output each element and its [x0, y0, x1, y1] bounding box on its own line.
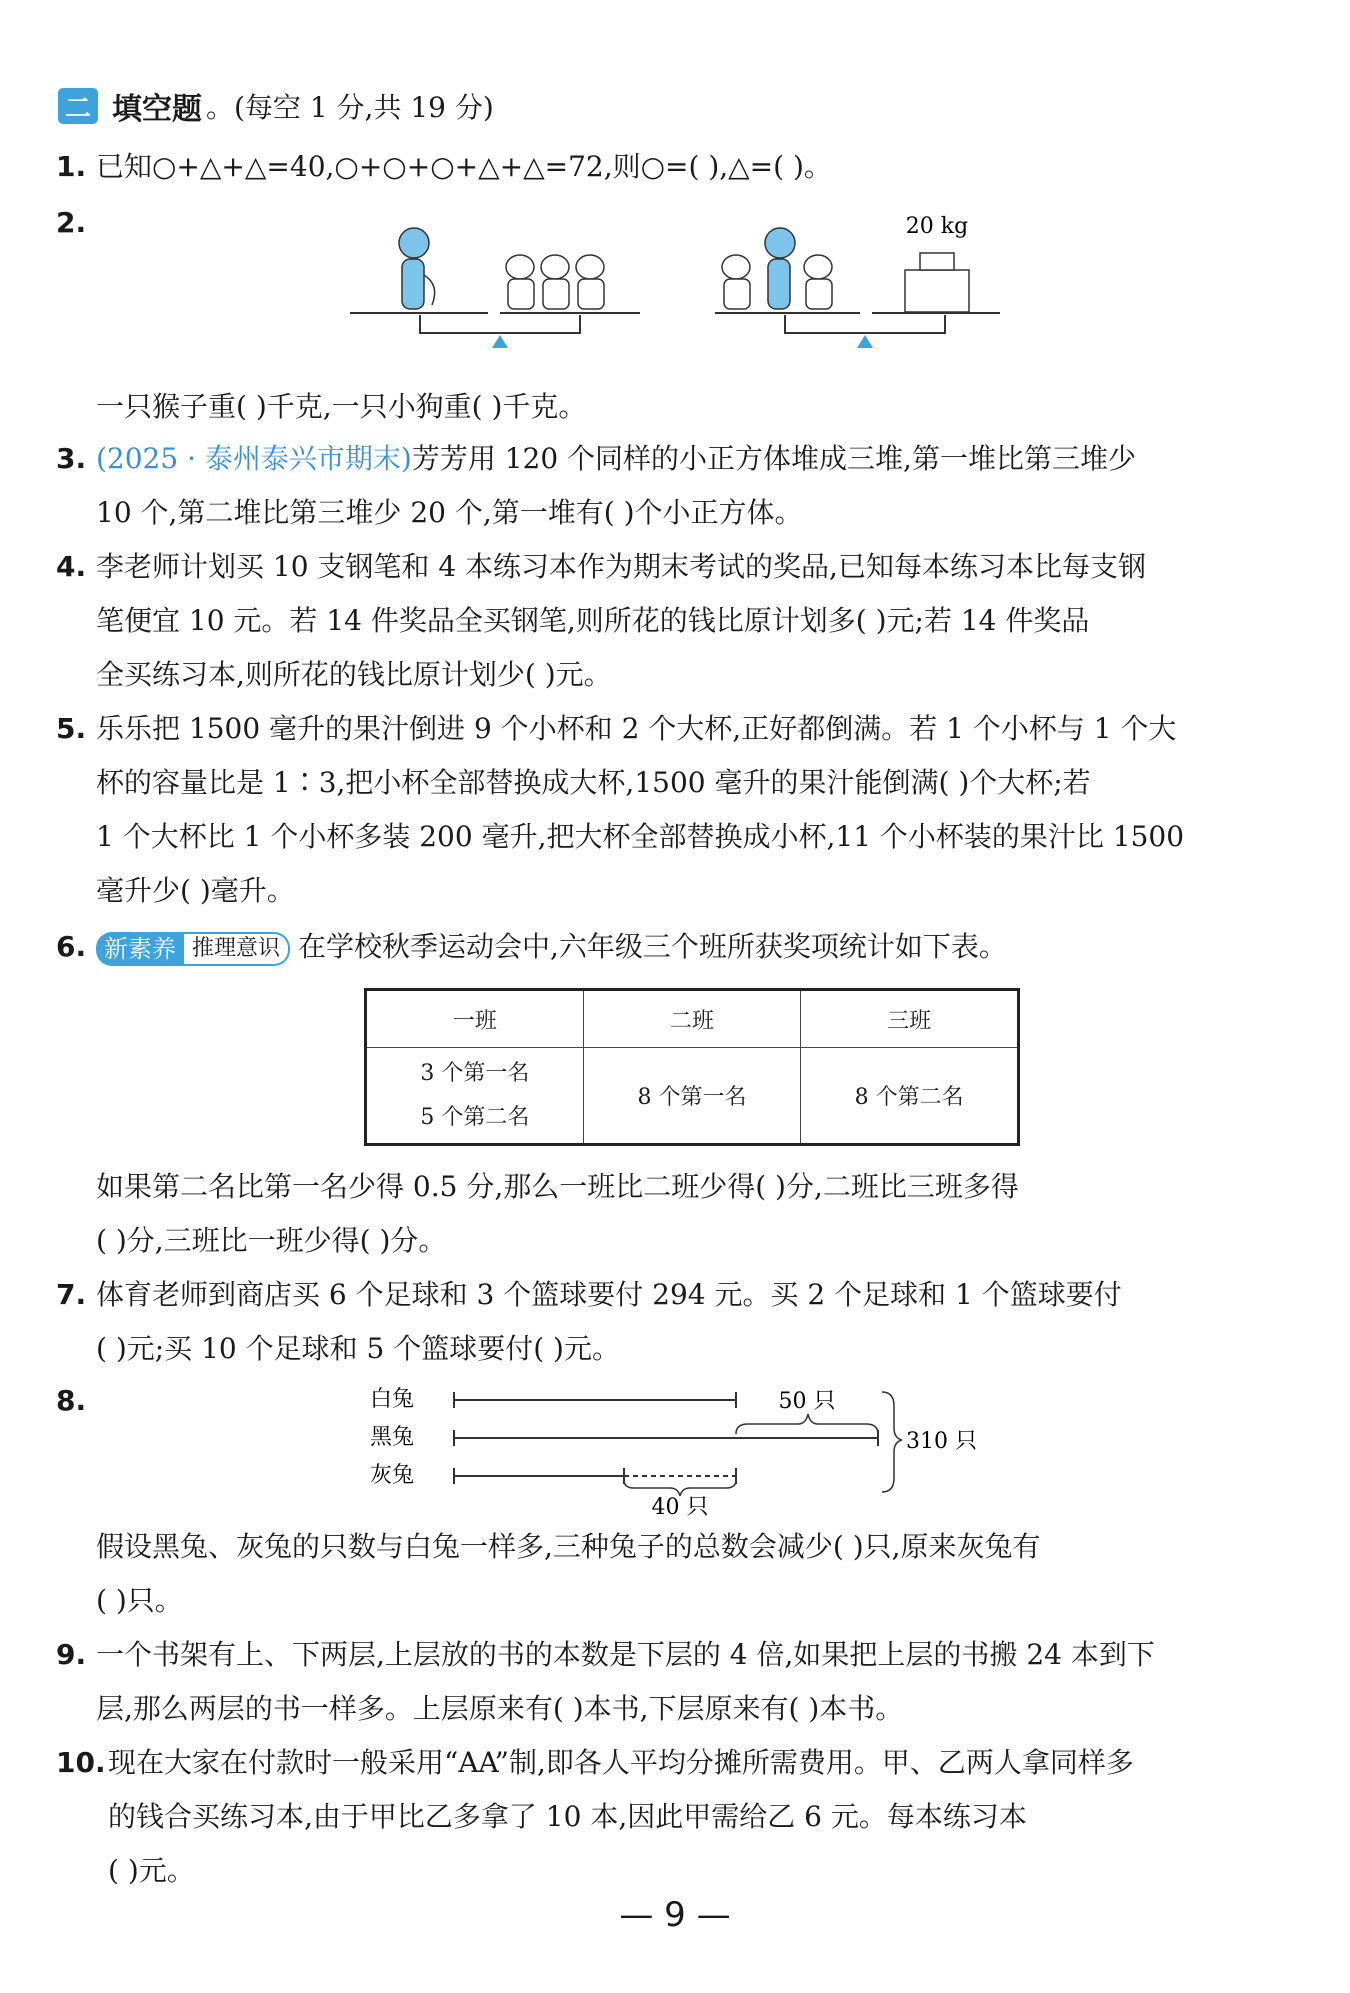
question-text: 在学校秋季运动会中,六年级三个班所获奖项统计如下表。	[298, 930, 1007, 963]
question-text: 假设黑兔、灰兔的只数与白兔一样多,三种兔子的总数会减少( )只,原来灰兔有	[96, 1530, 1041, 1563]
question-text: 1 个大杯比 1 个小杯多装 200 毫升,把大杯全部替换成小杯,11 个小杯装的果汁比 1500	[96, 820, 1185, 853]
question-text: 层,那么两层的书一样多。上层原来有( )本书,下层原来有( )本书。	[96, 1692, 904, 1725]
new-literacy-tag: 新素养	[96, 932, 184, 966]
monkey-icon	[399, 228, 435, 309]
question-3	[56, 432, 1296, 540]
question-2-text	[56, 380, 1296, 434]
awards-table	[364, 988, 1020, 1146]
question-text: 全买练习本,则所花的钱比原计划少( )元。	[96, 658, 612, 691]
question-7	[56, 1268, 1296, 1376]
question-number: 6.	[56, 930, 87, 963]
question-source: (2025 · 泰州泰兴市期末)	[96, 442, 412, 475]
question-text: 一只猴子重( )千克,一只小狗重( )千克。	[96, 390, 587, 423]
left-balance-scale	[350, 228, 640, 348]
question-text: 乐乐把 1500 毫升的果汁倒进 9 个小杯和 2 个大杯,正好都倒满。若 1 个小杯与 1 个大	[96, 712, 1177, 745]
question-text: 的钱合买练习本,由于甲比乙多拿了 10 本,因此甲需给乙 6 元。每本练习本	[108, 1800, 1027, 1833]
question-number: 5.	[56, 712, 87, 745]
right-balance-scale	[715, 214, 1000, 348]
reasoning-tag: 推理意识	[184, 932, 290, 966]
section-badge: 二	[58, 88, 98, 124]
section-score-note: 。(每空 1 分,共 19 分)	[206, 91, 494, 124]
monkey-icon	[765, 228, 795, 309]
dog-icon	[804, 255, 832, 309]
cell-line: 5 个第二名	[420, 1104, 530, 1130]
dog-icon	[576, 255, 604, 309]
gray-diff-label: 40 只	[651, 1495, 709, 1518]
question-number: 7.	[56, 1278, 87, 1311]
section-header	[58, 86, 494, 126]
question-number: 8.	[56, 1384, 87, 1417]
table-header: 一班	[366, 990, 584, 1048]
black-diff-label: 50 只	[778, 1389, 836, 1414]
weight-icon	[905, 253, 969, 312]
question-text: 现在大家在付款时一般采用“AA”制,即各人平均分摊所需费用。甲、乙两人拿同样多	[108, 1746, 1134, 1779]
question-text: 如果第二名比第一名少得 0.5 分,那么一班比二班少得( )分,二班比三班多得	[96, 1170, 1019, 1203]
black-rabbit-label: 黑兔	[370, 1425, 415, 1450]
cell-line: 3 个第一名	[420, 1060, 530, 1086]
question-5	[56, 702, 1296, 918]
weight-label: 20 kg	[905, 214, 969, 239]
table-header: 二班	[583, 990, 801, 1048]
white-rabbit-label: 白兔	[370, 1387, 415, 1412]
question-text: 10 个,第二堆比第三堆少 20 个,第一堆有( )个小正方体。	[96, 496, 803, 529]
dog-icon	[722, 255, 750, 309]
question-10	[56, 1736, 1296, 1898]
question-number: 1.	[56, 150, 87, 183]
question-number: 9.	[56, 1638, 87, 1671]
question-text: ( )分,三班比一班少得( )分。	[96, 1224, 447, 1257]
question-text: 体育老师到商店买 6 个足球和 3 个篮球要付 294 元。买 2 个足球和 1 个篮球要付	[96, 1278, 1122, 1311]
table-cell: 8 个第二名	[801, 1048, 1019, 1145]
question-number: 2.	[56, 206, 87, 239]
question-text: 已知○+△+△=40,○+○+○+△+△=72,则○=( ),△=( )。	[96, 150, 832, 183]
question-6	[56, 920, 1296, 974]
table-cell	[366, 1048, 584, 1145]
question-8-text	[56, 1520, 1296, 1628]
question-number: 10.	[56, 1746, 106, 1779]
question-9	[56, 1628, 1296, 1736]
balance-scales-figure	[340, 205, 1020, 355]
rabbit-line-diagram	[370, 1378, 990, 1518]
section-title: 填空题	[112, 92, 202, 127]
total-label: 310 只	[906, 1429, 977, 1454]
question-text: 芳芳用 120 个同样的小正方体堆成三堆,第一堆比第三堆少	[411, 442, 1136, 475]
question-text: 李老师计划买 10 支钢笔和 4 本练习本作为期末考试的奖品,已知每本练习本比每支钢	[96, 550, 1146, 583]
question-1	[56, 140, 1296, 194]
dog-icon	[506, 255, 534, 309]
question-text: 杯的容量比是 1∶3,把小杯全部替换成大杯,1500 毫升的果汁能倒满( )个大杯;若	[96, 766, 1091, 799]
question-text: ( )元;买 10 个足球和 5 个篮球要付( )元。	[96, 1332, 620, 1365]
dog-icon	[541, 255, 569, 309]
question-text: 笔便宜 10 元。若 14 件奖品全买钢笔,则所花的钱比原计划多( )元;若 14 件奖品	[96, 604, 1090, 637]
table-cell: 8 个第一名	[583, 1048, 801, 1145]
page-number: — 9 —	[619, 1895, 731, 1935]
question-text: ( )只。	[96, 1584, 183, 1617]
question-text: 毫升少( )毫升。	[96, 874, 295, 907]
question-number: 4.	[56, 550, 87, 583]
question-text: ( )元。	[108, 1854, 195, 1887]
question-text: 一个书架有上、下两层,上层放的书的本数是下层的 4 倍,如果把上层的书搬 24 本到下	[96, 1638, 1155, 1671]
question-6-text	[56, 1160, 1296, 1268]
question-4	[56, 540, 1296, 702]
gray-rabbit-label: 灰兔	[370, 1463, 415, 1488]
question-number: 3.	[56, 442, 87, 475]
table-header: 三班	[801, 990, 1019, 1048]
